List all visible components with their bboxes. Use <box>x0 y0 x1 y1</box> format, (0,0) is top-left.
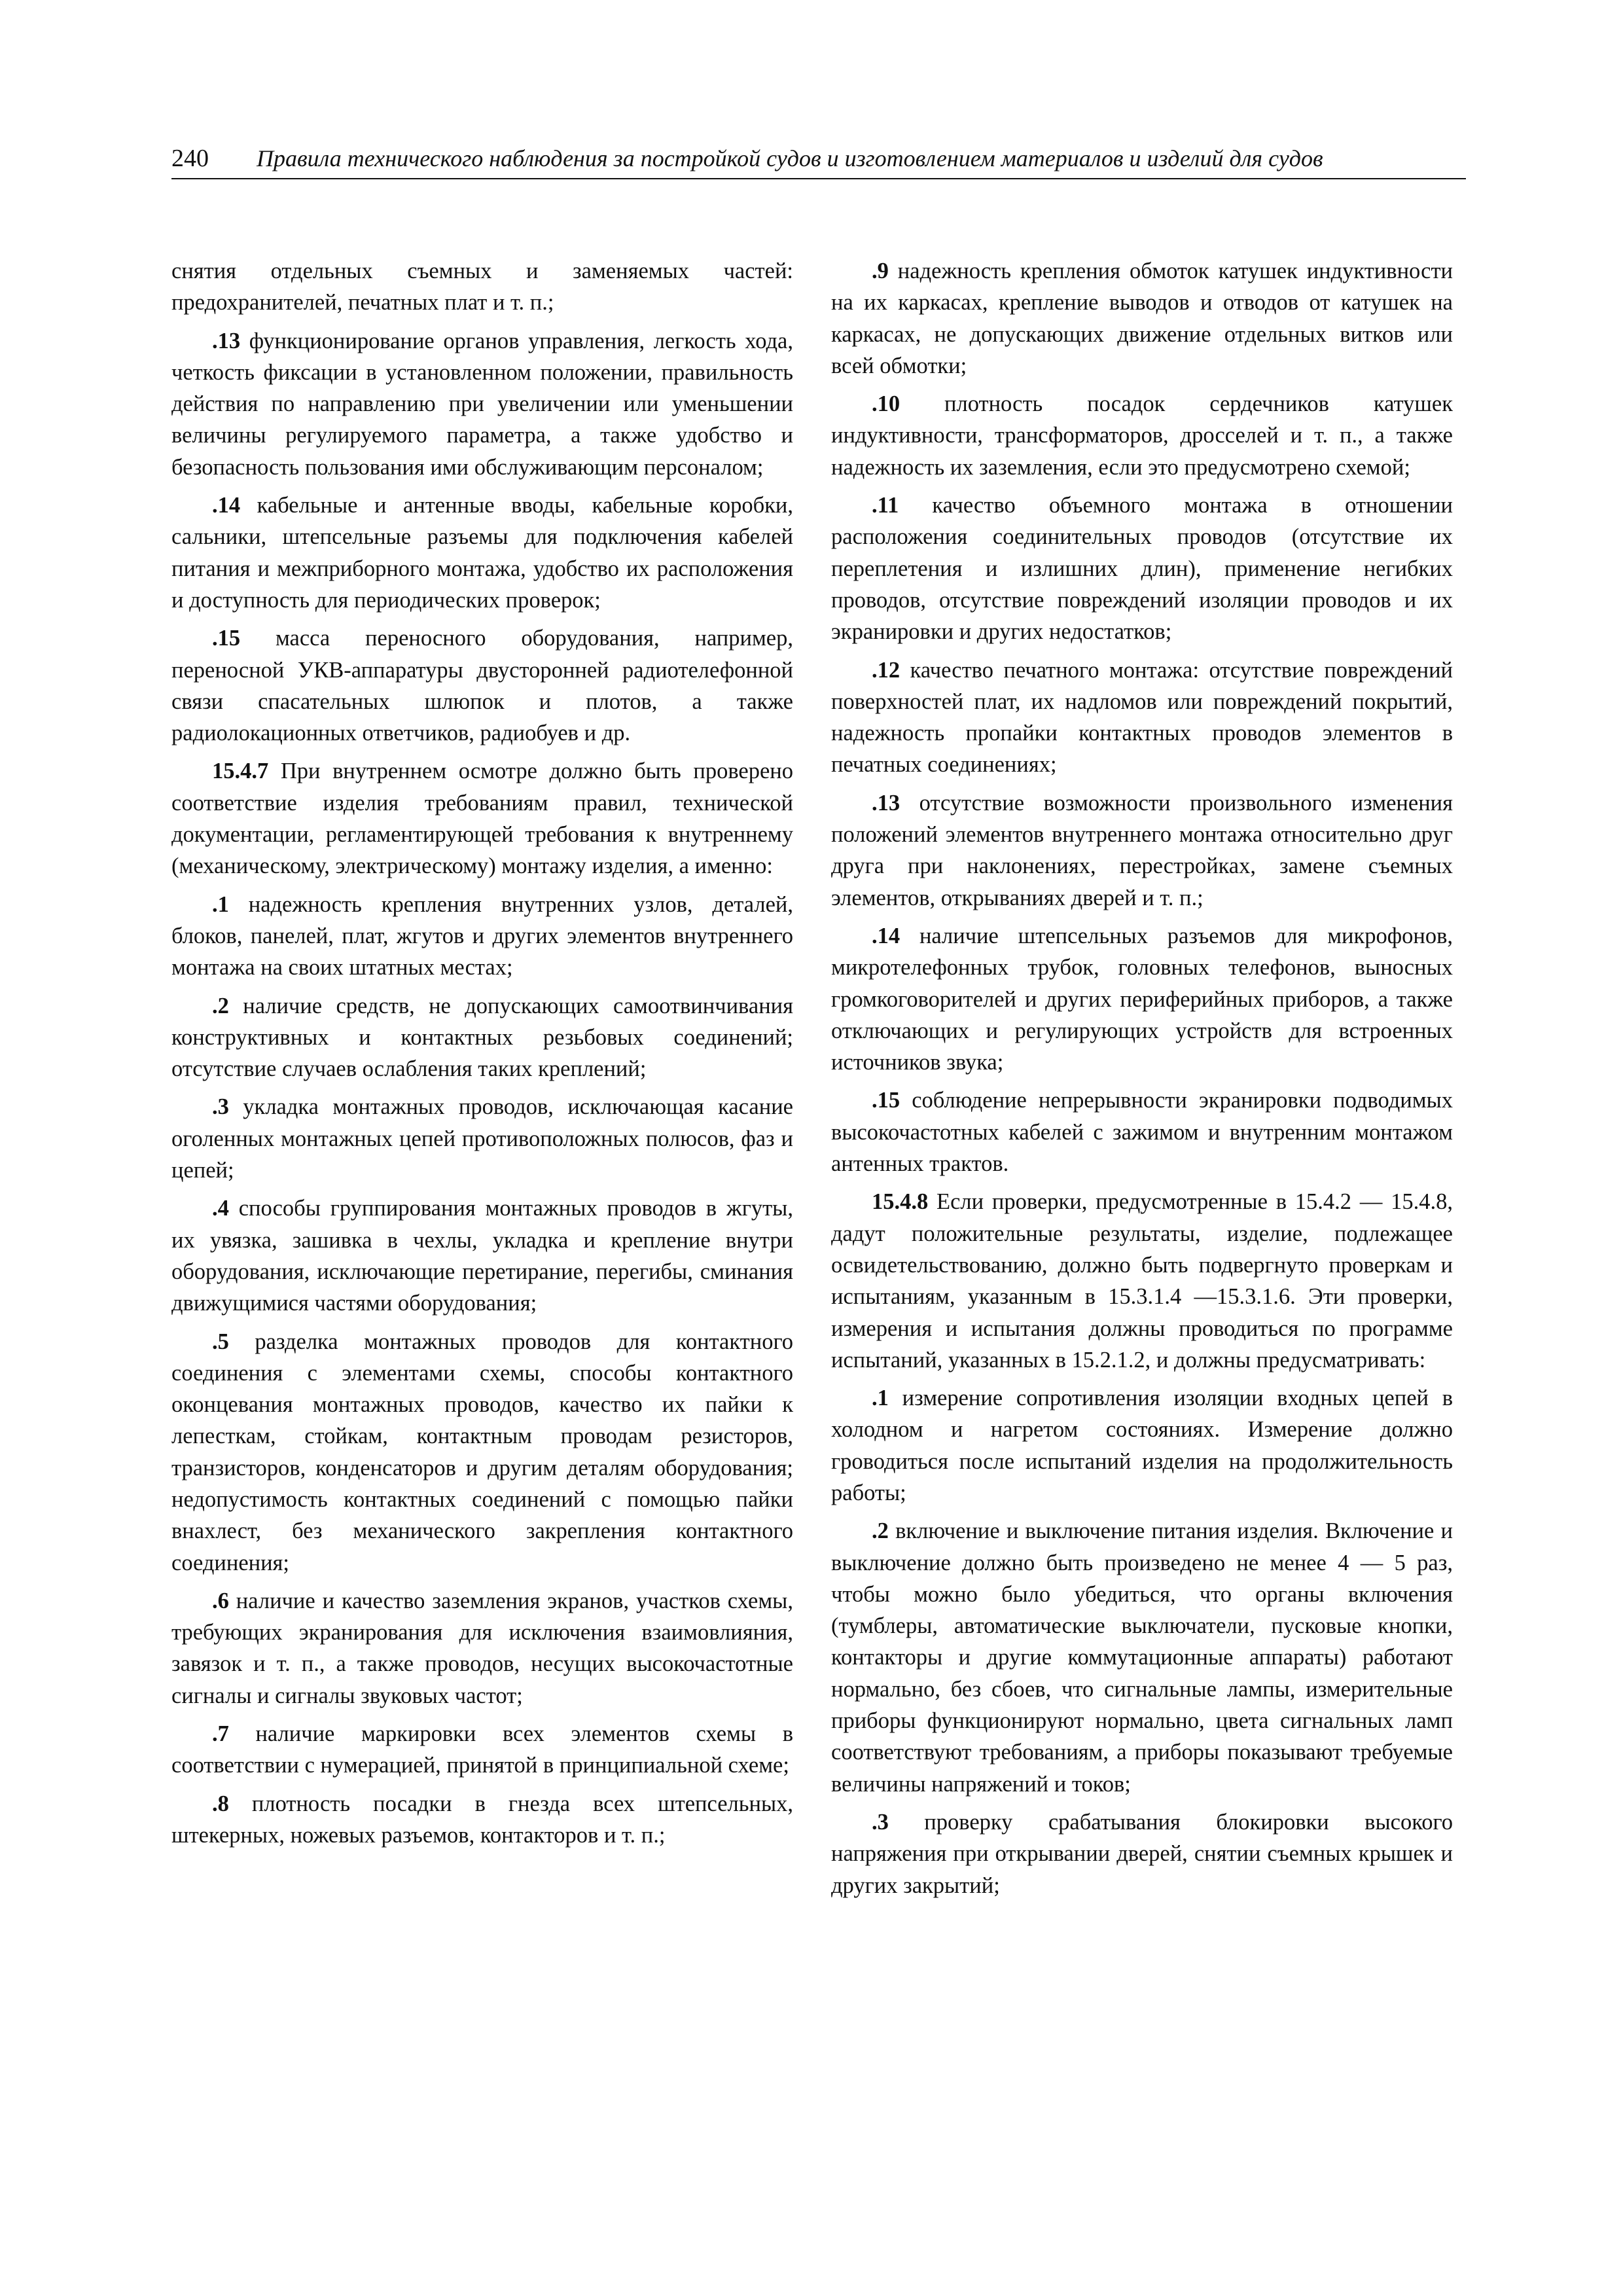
item-text: наличие средств, не допускающих самоотвинчивания конструктивных и контактных резьбовых соединений; отсутствие случаев ослабления таких креплений; <box>171 993 793 1082</box>
page-number: 240 <box>171 145 209 172</box>
item-text: измерение сопротивления изоляции входных цепей в холодном и нагретом состояниях. Измерение должно гроводиться после испытаний изделия на продолжительность работы; <box>831 1386 1453 1505</box>
paragraph <box>171 1788 793 1852</box>
section-number: 15.4.7 <box>212 759 269 784</box>
running-title: Правила технического наблюдения за постройкой судов и изготовлением материалов и изделий для судов <box>257 145 1323 171</box>
paragraph <box>171 990 793 1085</box>
item-text: разделка монтажных проводов для контактного соединения с элементами схемы, способы контактного оконцевания монтажных проводов, качество их пайки к лепесткам, стойкам, контактным проводам резисторов, транзисторов, конденсаторов и другим деталям оборудования; недопустимость контактных соединений с помощью пайки внахлест, без механического закрепления контактного соединения; <box>171 1329 793 1575</box>
item-text: плотность посадки в гнезда всех штепсельных, штекерных, ножевых разъемов, контакторов и т. п.; <box>171 1791 793 1848</box>
item-number: .1 <box>872 1386 889 1411</box>
paragraph <box>831 655 1453 781</box>
item-number: .6 <box>212 1588 229 1613</box>
page-header <box>171 143 1466 177</box>
item-text: способы группирования монтажных проводов в жгуты, их увязка, зашивка в чехлы, укладка и крепление внутри оборудования, исключающие перетирание, перегибы, сминания движущимися частями оборудования; <box>171 1196 793 1316</box>
item-text: кабельные и антенные вводы, кабельные коробки, сальники, штепсельные разъемы для подключения кабелей питания и межприборного монтажа, удобство их расположения и доступность для периодических проверок; <box>171 493 793 613</box>
paragraph <box>171 325 793 483</box>
right-column <box>831 255 1453 1908</box>
item-text: Если проверки, предусмотренные в 15.4.2 — 15.4.8, дадут положительные результаты, изделие, подлежащее освидетельствованию, должно быть подвергнуто проверкам и испытаниям, указанным в 15.3.1.4 —15.3.1.6. Эти проверки, измерения и испытания должны проводиться по программе испытаний, указанных в 15.2.1.2, и должны предусматривать: <box>831 1189 1453 1372</box>
item-text: проверку срабатывания блокировки высокого напряжения при открывании дверей, снятии съемных крышек и других закрытий; <box>831 1809 1453 1898</box>
item-number: .2 <box>872 1518 889 1544</box>
paragraph <box>831 1186 1453 1376</box>
item-number: .12 <box>872 657 901 683</box>
paragraph <box>831 1085 1453 1179</box>
item-number: .3 <box>872 1809 889 1835</box>
item-text: качество печатного монтажа: отсутствие повреждений поверхностей плат, их надломов или повреждений покрытий, надежность пропайки контактных проводов элементов в печатных соединениях; <box>831 657 1453 778</box>
item-text: качество объемного монтажа в отношении расположения соединительных проводов (отсутствие их переплетения и излишних длин), применение негибких проводов, отсутствие повреждений изоляции проводов и их экранировки и других недостатков; <box>831 493 1453 645</box>
paragraph <box>171 889 793 984</box>
item-text: снятия отдельных съемных и заменяемых частей: предохранителей, печатных плат и т. п.; <box>171 259 793 315</box>
item-number: .13 <box>212 328 241 353</box>
item-text: укладка монтажных проводов, исключающая касание оголенных монтажных цепей противоположных полюсов, фаз и цепей; <box>171 1094 793 1183</box>
item-number: .1 <box>212 891 229 917</box>
item-number: .10 <box>872 391 901 417</box>
paragraph <box>171 622 793 749</box>
paragraph <box>831 1515 1453 1800</box>
item-text: При внутреннем осмотре должно быть проверено соответствие изделия требованиям правил, технической документации, регламентирующей требования к внутреннему (механическому, электрическому) монтажу изделия, а именно: <box>171 759 793 879</box>
paragraph <box>831 490 1453 647</box>
paragraph <box>831 388 1453 483</box>
item-number: .9 <box>872 259 889 283</box>
item-number: .14 <box>212 493 241 518</box>
item-text: наличие и качество заземления экранов, участков схемы, требующих экранирования для исключения взаимовлияния, завязок и т. п., а также проводов, несущих высокочастотные сигналы и сигналы звуковых частот; <box>171 1588 793 1708</box>
item-text: наличие штепсельных разъемов для микрофонов, микротелефонных трубок, головных телефонов, выносных громкоговорителей и других периферийных приборов, а также отключающих и регулирующих устройств для встроенных источников звука; <box>831 923 1453 1075</box>
item-text: функционирование органов управления, легкость хода, четкость фиксации в установленном положении, правильность действия по направлению при увеличении или уменьшении величины регулируемого параметра, а также удобство и безопасность пользования ими обслуживающим персоналом; <box>171 328 793 480</box>
item-number: .4 <box>212 1196 229 1221</box>
header-rule <box>171 178 1466 179</box>
item-number: .14 <box>872 923 901 948</box>
item-number: .2 <box>212 993 229 1018</box>
paragraph <box>831 1806 1453 1901</box>
paragraph <box>171 1585 793 1712</box>
item-text: надежность крепления внутренних узлов, деталей, блоков, панелей, плат, жгутов и других элементов внутреннего монтажа на своих штатных местах; <box>171 891 793 980</box>
section-number: 15.4.8 <box>872 1189 929 1215</box>
item-number: .15 <box>872 1088 901 1113</box>
item-text: включение и выключение питания изделия. Включение и выключение должно быть произведено не менее 4 — 5 раз, чтобы можно было убедиться, что органы включения (тумблеры, автоматические выключатели, пусковые кнопки, контакторы и другие коммутационные аппараты) работают нормально, без сбоев, что сигнальные лампы, измерительные приборы функционируют нормально, цвета сигнальных ламп соответствуют требованиям, а приборы показывают требуемые величины напряжений и токов; <box>831 1518 1453 1797</box>
paragraph <box>831 255 1453 382</box>
item-number: .5 <box>212 1329 229 1354</box>
left-column <box>171 255 793 1857</box>
paragraph <box>831 920 1453 1078</box>
item-number: .15 <box>212 626 241 651</box>
paragraph <box>171 755 793 882</box>
paragraph <box>171 255 793 319</box>
paragraph <box>831 1382 1453 1509</box>
paragraph <box>171 490 793 616</box>
paragraph <box>171 1193 793 1319</box>
item-text: соблюдение непрерывности экранировки подводимых высокочастотных кабелей с зажимом и внутренним монтажом антенных трактов. <box>831 1088 1453 1177</box>
item-number: .7 <box>212 1721 229 1747</box>
paragraph <box>831 787 1453 914</box>
item-number: .13 <box>872 790 901 816</box>
item-text: наличие маркировки всех элементов схемы в соответствии с нумерацией, принятой в принципиальной схеме; <box>171 1721 793 1778</box>
item-number: .11 <box>872 493 899 518</box>
item-number: .8 <box>212 1791 229 1816</box>
item-text: надежность крепления обмоток катушек индуктивности на их каркасах, крепление выводов и отводов от катушек на каркасах, не допускающих движение отдельных витков или всей обмотки; <box>831 259 1453 378</box>
item-text: масса переносного оборудования, например, переносной УКВ-аппаратуры двусторонней радиотелефонной связи спасательных шлюпок и плотов, а также радиолокационных ответчиков, радиобуев и др. <box>171 626 793 746</box>
item-text: отсутствие возможности произвольного изменения положений элементов внутреннего монтажа относительно друг друга при наклонениях, перестройках, замене съемных элементов, открываниях дверей и т. п.; <box>831 790 1453 910</box>
paragraph <box>171 1091 793 1186</box>
item-text: плотность посадок сердечников катушек индуктивности, трансформаторов, дросселей и т. п., а также надежность их заземления, если это предусмотрено схемой; <box>831 391 1453 480</box>
item-number: .3 <box>212 1094 229 1120</box>
paragraph <box>171 1326 793 1579</box>
paragraph <box>171 1718 793 1782</box>
